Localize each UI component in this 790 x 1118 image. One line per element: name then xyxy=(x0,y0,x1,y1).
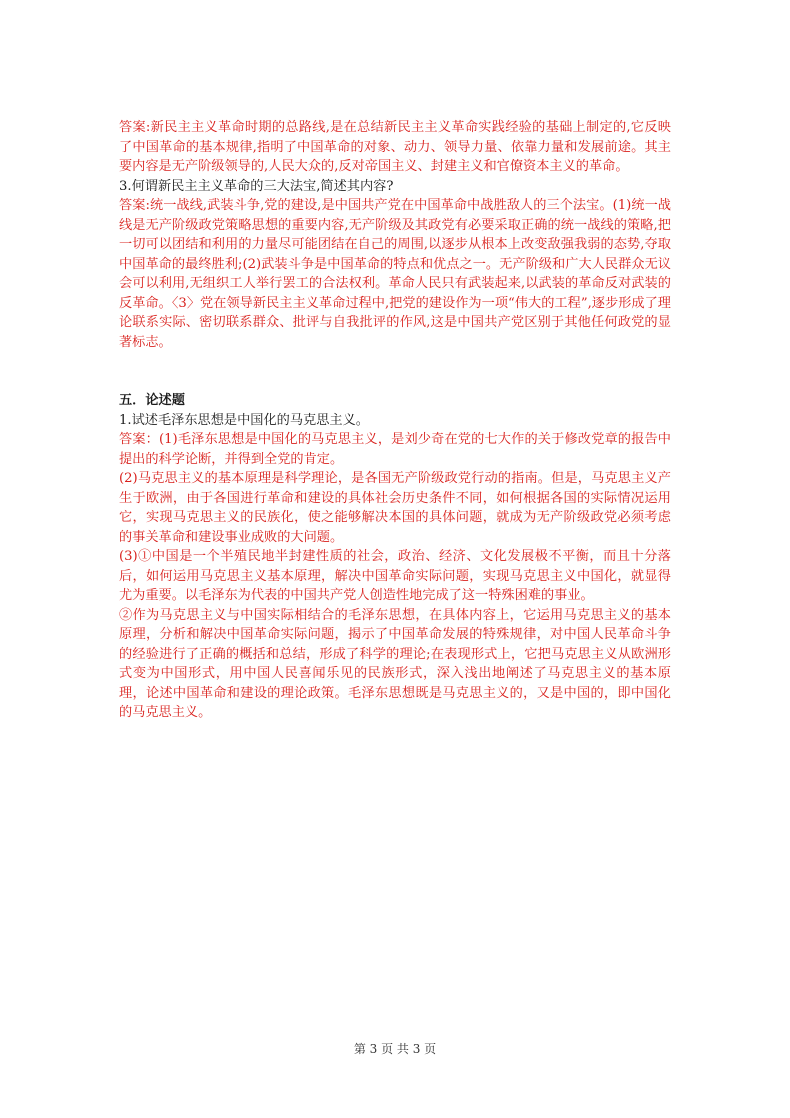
question-three-magic-weapons: 3.何谓新民主主义革命的三大法宝,简述其内容? xyxy=(119,178,394,194)
page-number: 第 3 页 共 3 页 xyxy=(353,1042,437,1056)
answer-paragraph-part-3a: (3)①中国是一个半殖民地半封建性质的社会，政治、经济、文化发展极不平衡，而且十分落后，如何运用马克思主义基本原理，解决中国革命实际问题，实现马克思主义中国化，就显得尤为重要。以毛泽东为代表的中国共产党人创造性地完成了这一特殊困难的事业。 xyxy=(119,549,671,603)
document-body xyxy=(119,118,671,723)
answer-paragraph-part-1: 答案：(1)毛泽东思想是中国化的马克思主义，是刘少奇在党的七大作的关于修改党章的报告中提出的科学论断，并得到全党的肯定。 xyxy=(119,432,671,467)
answer-paragraph-part-3b: ②作为马克思主义与中国实际相结合的毛泽东思想，在具体内容上，它运用马克思主义的基本原理，分析和解决中国革命实际问题，揭示了中国革命发展的特殊规律，对中国人民革命斗争的经验进行了正确的概括和总结，形成了科学的理论;在表现形式上，它把马克思主义从欧洲形式变为中国形式，用中国人民喜闻乐见的民族形式，深入浅出地阐述了马克思主义的基本原理，论述中国革命和建设的理论政策。毛泽东思想既是马克思主义的，又是中国的，即中国化的马克思主义。 xyxy=(119,607,671,720)
question-mao-zedong-thought: 1.试述毛泽东思想是中国化的马克思主义。 xyxy=(119,412,369,428)
section-heading-essay-questions: 五．论述题 xyxy=(119,393,185,408)
answer-paragraph-part-2: (2)马克思主义的基本原理是科学理论，是各国无产阶级政党行动的指南。但是，马克思主义产生于欧洲，由于各国进行革命和建设的具体社会历史条件不同，如何根据各国的实际情况运用它，实现马克思主义的民族化，使之能够解决本国的具体问题，就成为无产阶级政党必须考虑的事关革命和建设事业成败的大问题。 xyxy=(119,471,671,545)
answer-paragraph-three-magic-weapons: 答案:统一战线,武装斗争,党的建设,是中国共产党在中国革命中战胜敌人的三个法宝。(1)统一战线是无产阶级政党策略思想的重要内容,无产阶级及其政党有必要采取正确的统一战线的策略,把一切可以团结和利用的力量尽可能团结在自己的周围,以逐步从根本上改变敌强我弱的态势,夺取中国革命的最终胜利;(2)武装斗争是中国革命的特点和优点之一。无产阶级和广大人民群众无议会可以利用,无组织工人举行罢工的合法权利。革命人民只有武装起来,以武装的革命反对武装的反革命。〈3〉党在领导新民主主义革命过程中,把党的建设作为一项“伟大的工程”,逐步形成了理论联系实际、密切联系群众、批评与自我批评的作风,这是中国共产党区别于其他任何政党的显著标志。 xyxy=(119,198,671,350)
page-footer xyxy=(0,1040,790,1057)
answer-paragraph-general-line: 答案:新民主主义革命时期的总路线,是在总结新民主主义革命实践经验的基础上制定的,它反映了中国革命的基本规律,指明了中国革命的对象、动力、领导力量、依靠力量和发展前途。其主要内容是无产阶级领导的,人民大众的,反对帝国主义、封建主义和官僚资本主义的革命。 xyxy=(119,120,671,174)
